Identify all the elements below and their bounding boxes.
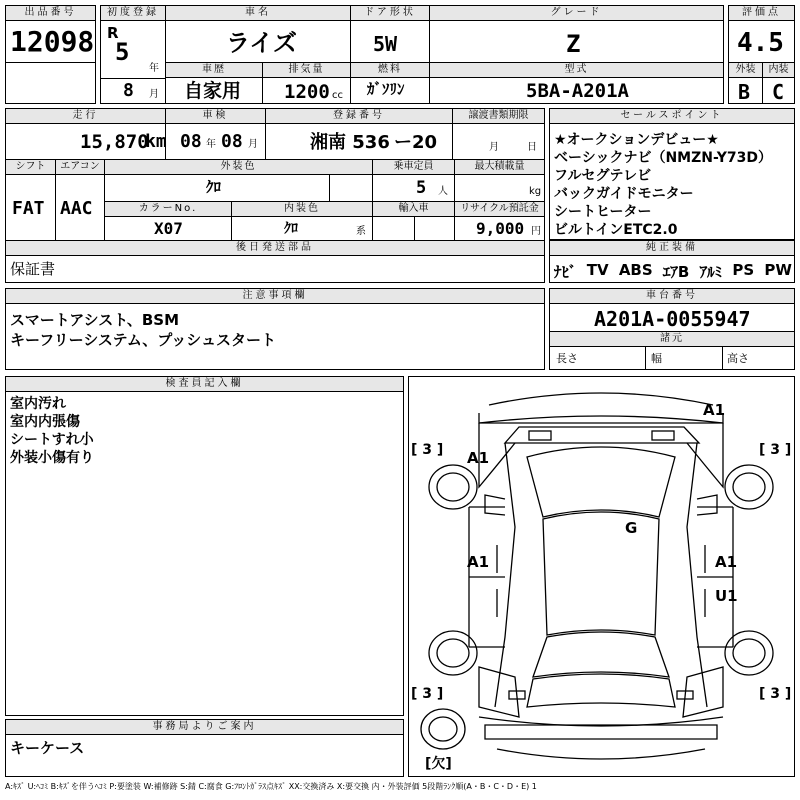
notes-list — [10, 310, 276, 350]
inspector-header: 検査員記入欄 — [6, 377, 403, 392]
genuine-equipment-item: PS — [732, 261, 755, 279]
max-load-unit: kg — [529, 186, 542, 197]
damage-mark: A1 — [467, 553, 490, 571]
damage-mark: A1 — [467, 449, 490, 467]
registration-year: 5 — [115, 38, 130, 66]
sales-points-cell — [549, 108, 795, 240]
fuel: ｶﾞｿﾘﾝ — [367, 80, 405, 98]
legend: A:ｷｽﾞ U:ﾍｺﾐ B:ｷｽﾞを伴うﾍｺﾐ P:要塗装 W:補修跡 S:錆 C:腐食 G:ﾌﾛﾝﾄｶﾞﾗｽ点ｷｽﾞ XX:交換済み X:要交換 内・外装評価 5段階ﾗﾝｸ順(A・B・C・D・E) 1 — [5, 782, 537, 791]
dims-height: 高さ — [727, 352, 749, 365]
sales-points-list — [554, 131, 772, 239]
cc-unit: cc — [332, 90, 343, 101]
notes-header: 注意事項欄 — [6, 289, 544, 304]
import-header: 輸入車 — [373, 202, 454, 217]
inspection-year-unit: 年 — [206, 139, 216, 150]
inspector-list — [10, 395, 94, 467]
ext-int-cell — [728, 62, 795, 104]
model-code: 5BA-A201A — [526, 80, 629, 102]
transfer-month-unit: 月 — [489, 142, 499, 153]
inspection-year: 08 — [180, 131, 202, 152]
first-registration-header: 初度登録 — [101, 6, 165, 21]
car-outline-icon — [409, 377, 794, 776]
genuine-equipment-item: PW — [764, 261, 792, 279]
plate-header: 登録番号 — [266, 109, 452, 124]
sales-point-item: ベーシックナビ（NMZN-Y73D） — [554, 150, 772, 166]
chassis-number: A201A-0055947 — [594, 307, 751, 331]
tire-mark: [ 3 ] — [759, 686, 792, 702]
lot-number-cell — [5, 5, 96, 63]
int-color-unit: 系 — [356, 226, 366, 237]
score: 4.5 — [737, 28, 784, 58]
door-type: 5W — [373, 32, 398, 56]
exterior-grade: B — [738, 80, 751, 104]
inspection-month-unit: 月 — [248, 139, 258, 150]
color-no-header: カラーNo. — [105, 202, 231, 217]
int-color: ｸﾛ — [284, 221, 298, 237]
inspection-header: 車検 — [166, 109, 265, 124]
displacement: 1200 — [284, 81, 330, 103]
air-conditioner: AAC — [60, 198, 93, 219]
max-load-header: 最大積載量 — [455, 160, 544, 175]
inspection-cell — [165, 108, 266, 160]
note-line: キーフリーシステム、プッシュスタート — [10, 331, 276, 349]
damage-mark: A1 — [703, 401, 726, 419]
model-cell — [429, 62, 724, 104]
tire-mark: [ 3 ] — [759, 442, 792, 458]
plate-tail: 20 — [412, 132, 438, 153]
damage-mark: G — [625, 519, 638, 537]
ext-color: ｸﾛ — [206, 178, 222, 196]
int-color-header: 内装色 — [232, 202, 372, 217]
grade-header: グレード — [430, 6, 723, 21]
first-registration-cell — [100, 5, 166, 104]
inspector-line: 室内内張傷 — [10, 414, 80, 430]
shift: FAT — [12, 198, 45, 219]
capacity-header: 乗車定員 — [373, 160, 454, 175]
sales-points-header: セールスポイント — [550, 109, 794, 124]
genuine-equipment-header: 純正装備 — [550, 241, 794, 256]
later-parts-header: 後日発送部品 — [6, 241, 544, 256]
spec-block — [5, 159, 545, 241]
sales-point-item: ビルトインETC2.0 — [554, 222, 678, 238]
color-number: X07 — [154, 219, 183, 238]
transfer-deadline-header: 譲渡書類期限 — [453, 109, 544, 124]
km-unit: km — [145, 131, 167, 152]
transfer-day-unit: 日 — [527, 142, 537, 153]
fuel-header: 燃料 — [351, 63, 429, 78]
registration-month: 8 — [123, 80, 134, 101]
genuine-equipment-item: ｱﾙﾐ — [699, 263, 723, 281]
lot-number: 12098 — [10, 25, 95, 58]
lot-number-extra — [5, 62, 96, 104]
tire-mark: [ 3 ] — [411, 686, 444, 702]
inspection-month: 08 — [221, 131, 243, 152]
recycle-deposit: 9,000 — [476, 219, 525, 238]
month-unit: 月 — [149, 89, 159, 100]
tire-mark: [ 3 ] — [411, 442, 444, 458]
inspector-line: シートすれ小 — [10, 432, 94, 448]
sales-point-item: バックガイドモニター — [554, 186, 694, 202]
chassis-header: 車台番号 — [550, 289, 794, 304]
grade-cell — [429, 5, 724, 63]
sales-point-item: フルセグテレビ — [554, 168, 652, 184]
model-header: 型式 — [430, 63, 723, 78]
fuel-cell — [350, 62, 430, 104]
dims-header: 諸元 — [550, 331, 794, 347]
door-header: ドア形状 — [351, 6, 429, 21]
recycle-header: リサイクル預託金 — [455, 202, 544, 217]
notes-cell — [5, 288, 545, 370]
note-line: スマートアシスト、BSM — [10, 311, 180, 329]
damage-mark: A1 — [715, 553, 738, 571]
lot-number-header: 出品番号 — [6, 6, 95, 21]
history-header: 車歴 — [166, 63, 262, 78]
transfer-deadline-cell — [452, 108, 545, 160]
plate-separator: ー — [394, 132, 412, 153]
ac-header: エアコン — [56, 160, 104, 175]
genuine-equipment-cell — [549, 240, 795, 283]
history: 自家用 — [184, 80, 242, 102]
history-displacement-cell — [165, 62, 351, 104]
inspector-line: 外装小傷有り — [10, 450, 94, 466]
score-cell — [728, 5, 795, 63]
plate-number: 湘南 536 — [310, 132, 390, 153]
exterior-header: 外装 — [729, 63, 762, 78]
plate-cell — [265, 108, 453, 160]
ext-color-header: 外装色 — [105, 160, 372, 175]
car-name-cell — [165, 5, 351, 63]
mileage-cell — [5, 108, 166, 160]
genuine-equipment-item: ﾅﾋﾞ — [554, 263, 577, 281]
inspector-line: 室内汚れ — [10, 396, 66, 412]
year-unit: 年 — [149, 63, 159, 74]
era: R — [107, 24, 119, 42]
genuine-equipment-item: TV — [586, 261, 609, 279]
mileage: 15,870 — [80, 131, 149, 153]
capacity: 5 — [416, 178, 427, 198]
grade: Z — [566, 30, 581, 58]
capacity-unit: 人 — [438, 186, 448, 197]
recycle-unit: 円 — [531, 226, 541, 237]
mileage-header: 走行 — [6, 109, 165, 124]
car-name-header: 車名 — [166, 6, 350, 21]
chassis-cell — [549, 288, 795, 370]
sales-point-item: ★オークションデビュー★ — [554, 132, 719, 148]
displacement-header: 排気量 — [263, 63, 350, 78]
office-value: キーケース — [10, 739, 85, 757]
later-parts-value: 保証書 — [10, 260, 56, 278]
sales-point-item: シートヒーター — [554, 204, 652, 220]
genuine-equipment-list — [554, 261, 792, 282]
genuine-equipment-item: ABS — [618, 261, 653, 279]
genuine-equipment-item: ｴｱB — [662, 263, 690, 281]
dims-length: 長さ — [556, 352, 578, 365]
later-parts-cell — [5, 240, 545, 283]
interior-header: 内装 — [763, 63, 794, 78]
interior-grade: C — [772, 80, 785, 104]
car-name: ライズ — [226, 29, 298, 57]
door-cell — [350, 5, 430, 63]
office-header: 事務局よりご案内 — [6, 720, 403, 735]
damage-diagram — [408, 376, 795, 777]
tire-mark: [欠] — [425, 756, 452, 772]
shift-header: シフト — [6, 160, 55, 175]
dims-width: 幅 — [651, 352, 662, 365]
score-header: 評価点 — [729, 6, 794, 21]
damage-mark: U1 — [715, 587, 738, 605]
inspector-cell — [5, 376, 404, 716]
office-cell — [5, 719, 404, 777]
